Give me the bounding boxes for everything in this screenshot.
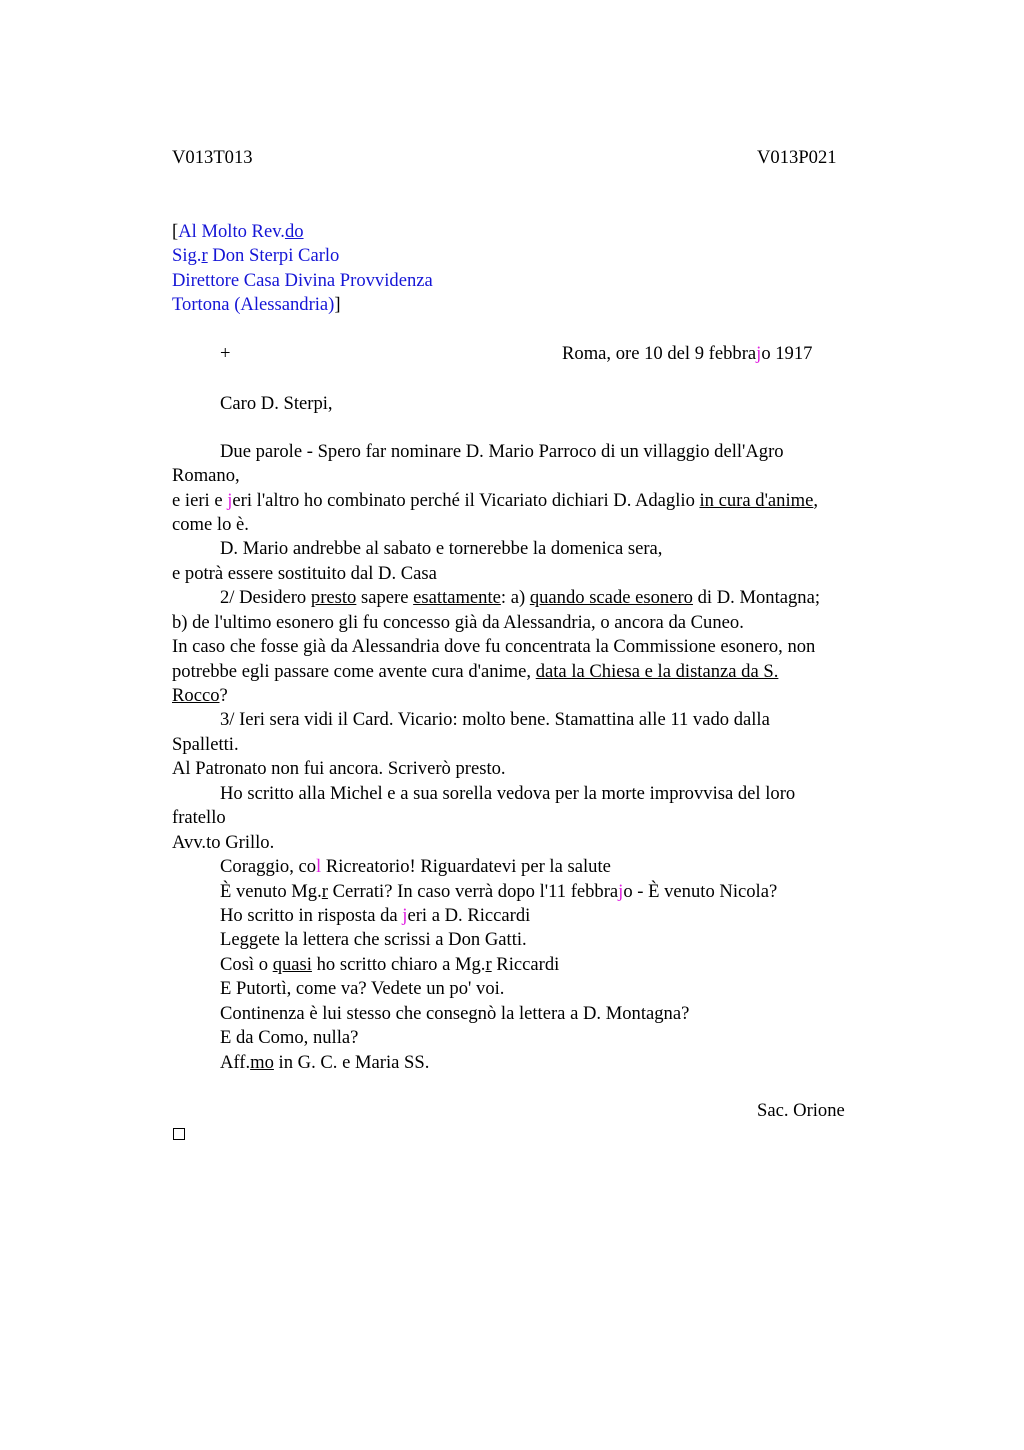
salutation: Caro D. Sterpi, bbox=[220, 393, 333, 414]
address-line-3: Direttore Casa Divina Provvidenza bbox=[172, 270, 433, 291]
body-line: Ho scritto alla Michel e a sua sorella vedova per la morte improvvisa del loro bbox=[220, 783, 796, 804]
body-line: Continenza è lui stesso che consegnò la lettera a D. Montagna? bbox=[220, 1003, 690, 1024]
body-line: Rocco? bbox=[172, 685, 228, 706]
body-line: fratello bbox=[172, 807, 226, 828]
body-line: 2/ Desidero presto sapere esattamente: a) quando scade esonero di D. Montagna; bbox=[220, 587, 821, 608]
body-line: D. Mario andrebbe al sabato e tornerebbe la domenica sera, bbox=[220, 538, 663, 559]
signature: Sac. Orione bbox=[757, 1100, 845, 1121]
document-code-left: V013T013 bbox=[172, 147, 253, 168]
body-line: Così o quasi ho scritto chiaro a Mg.r Riccardi bbox=[220, 954, 560, 975]
body-line: E da Como, nulla? bbox=[220, 1027, 359, 1048]
body-line: Due parole - Spero far nominare D. Mario Parroco di un villaggio dell'Agro bbox=[220, 441, 784, 462]
body-line: È venuto Mg.r Cerrati? In caso verrà dopo l'11 febbrajo - È venuto Nicola? bbox=[220, 881, 778, 902]
address-line-4: Tortona (Alessandria)] bbox=[172, 294, 341, 315]
body-line: In caso che fosse già da Alessandria dove fu concentrata la Commissione esonero, non bbox=[172, 636, 816, 657]
body-line: Al Patronato non fui ancora. Scriverò presto. bbox=[172, 758, 506, 779]
closing-line: Aff.mo in G. C. e Maria SS. bbox=[220, 1052, 430, 1073]
body-line: Ho scritto in risposta da jeri a D. Riccardi bbox=[220, 905, 531, 926]
body-line: Avv.to Grillo. bbox=[172, 832, 275, 853]
body-line: E Putortì, come va? Vedete un po' voi. bbox=[220, 978, 505, 999]
end-marker-box bbox=[173, 1128, 185, 1140]
address-line-2: Sig.r Don Sterpi Carlo bbox=[172, 245, 340, 266]
body-line: come lo è. bbox=[172, 514, 249, 535]
body-line: Romano, bbox=[172, 465, 240, 486]
body-line: e potrà essere sostituito dal D. Casa bbox=[172, 563, 437, 584]
body-line: Leggete la lettera che scrissi a Don Gatti. bbox=[220, 929, 527, 950]
cross-mark: + bbox=[220, 343, 231, 364]
body-line: e ieri e jeri l'altro ho combinato perché il Vicariato dichiari D. Adaglio in cura d'anime, bbox=[172, 490, 819, 511]
address-line-1: [Al Molto Rev.do bbox=[172, 221, 304, 242]
body-line: potrebbe egli passare come avente cura d'anime, data la Chiesa e la distanza da S. bbox=[172, 661, 779, 682]
body-line: b) de l'ultimo esonero gli fu concesso già da Alessandria, o ancora da Cuneo. bbox=[172, 612, 744, 633]
body-line: Spalletti. bbox=[172, 734, 239, 755]
document-code-right: V013P021 bbox=[757, 147, 837, 168]
dateline: Roma, ore 10 del 9 febbrajo 1917 bbox=[562, 343, 813, 364]
body-line: 3/ Ieri sera vidi il Card. Vicario: molto bene. Stamattina alle 11 vado dalla bbox=[220, 709, 770, 730]
body-line: Coraggio, col Ricreatorio! Riguardatevi per la salute bbox=[220, 856, 611, 877]
